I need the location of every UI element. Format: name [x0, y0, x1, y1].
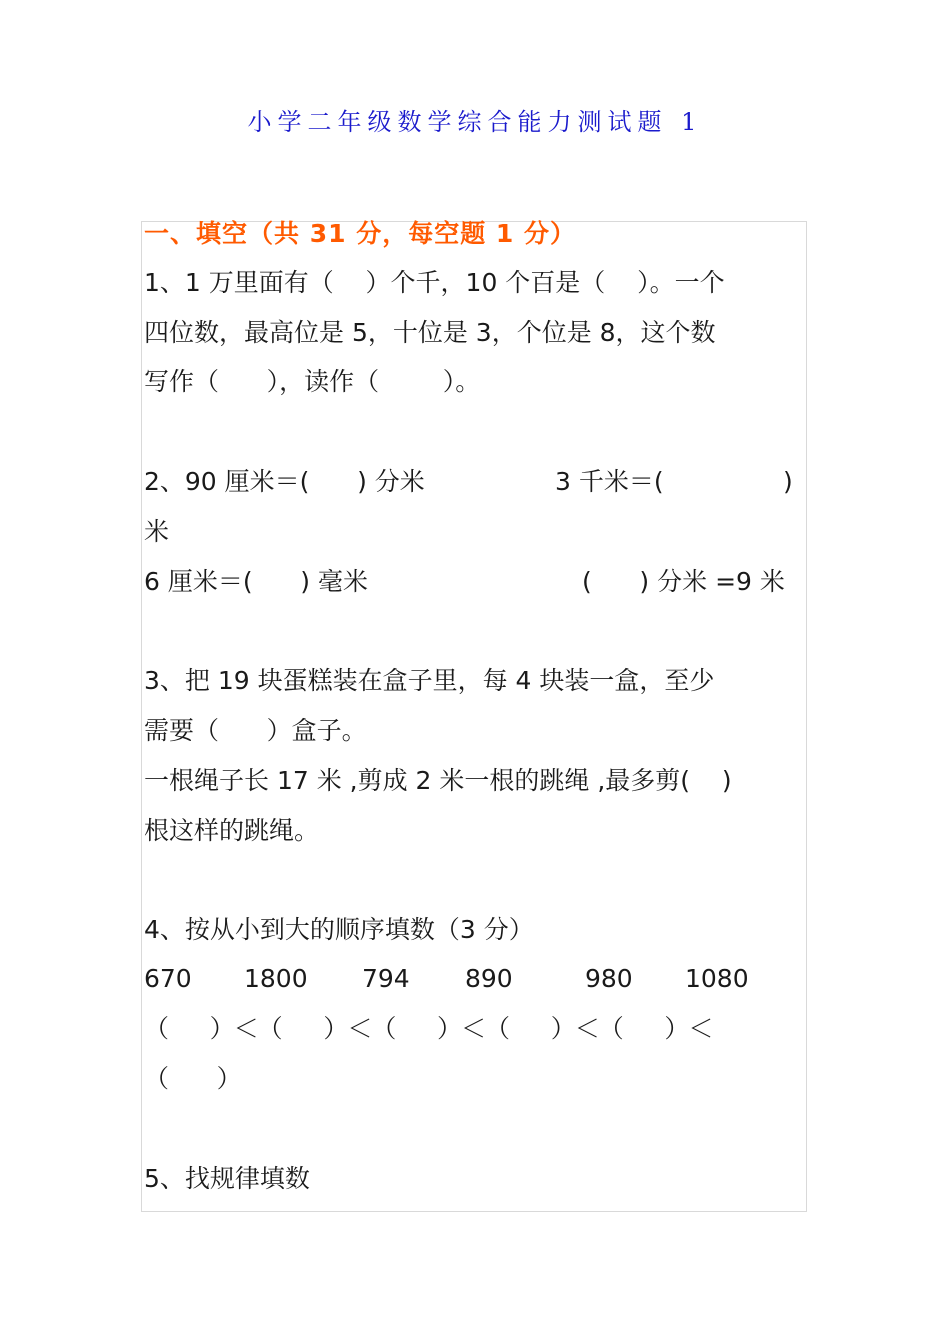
q3-line-2: 需要（ ）盒子。: [144, 716, 367, 745]
q4-number: 890: [465, 964, 513, 993]
q2-line-3: 6 厘米＝( ) 毫米: [144, 567, 368, 596]
q4-number: 794: [362, 964, 410, 993]
q4-blanks-line-2: （ ）: [144, 1064, 242, 1093]
q3-line-1: 3、把 19 块蛋糕装在盒子里，每 4 块装一盒，至少: [144, 666, 715, 695]
q1-line-1: 1、1 万里面有（ ）个千，10 个百是（ ）。一个: [144, 268, 725, 297]
q4-number: 1080: [685, 964, 749, 993]
q3-line-3: 一根绳子长 17 米 ,剪成 2 米一根的跳绳 ,最多剪( ): [144, 766, 732, 795]
q4-number: 980: [585, 964, 633, 993]
q2-line-2: 米: [144, 517, 170, 546]
q4-number: 1800: [244, 964, 308, 993]
q1-line-2: 四位数，最高位是 5，十位是 3，个位是 8，这个数: [144, 318, 716, 347]
q2-km-close-paren: ): [783, 467, 793, 496]
q2-dm-conversion: ( ) 分米 =9 米: [582, 567, 785, 596]
q4-number: 670: [144, 964, 192, 993]
q3-line-4: 根这样的跳绳。: [144, 816, 320, 845]
page-title: 小学二年级数学综合能力测试题 1: [247, 108, 703, 136]
q4-line-1: 4、按从小到大的顺序填数（3 分）: [144, 915, 534, 944]
q2-line-1: 2、90 厘米＝( ) 分米: [144, 467, 425, 496]
section-heading: 一、填空（共 31 分，每空题 1 分）: [144, 219, 577, 248]
q1-line-3: 写作（ ），读作（ ）。: [144, 367, 481, 396]
q5-line-1: 5、找规律填数: [144, 1164, 310, 1193]
q2-km-conversion: 3 千米＝(: [555, 467, 664, 496]
q4-blanks-line: （ ）＜（ ）＜（ ）＜（ ）＜（ ）＜: [144, 1014, 713, 1043]
